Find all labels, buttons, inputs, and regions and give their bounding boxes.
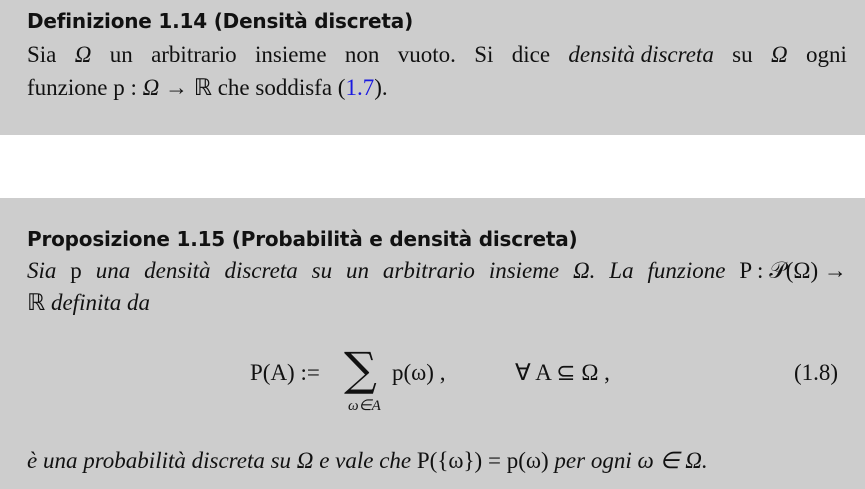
equation-lhs: P(A) := [250, 360, 320, 385]
definition-line-2 [27, 75, 847, 101]
word: una [95, 258, 131, 283]
word: un [109, 42, 133, 67]
word: Ω. [573, 258, 596, 283]
proposition-final-line [27, 448, 847, 474]
definition-line-1 [27, 42, 847, 68]
word: densità [144, 258, 211, 283]
reals-symbol: ℝ [27, 290, 46, 315]
word: dice [511, 42, 551, 67]
word: Si [474, 42, 494, 67]
summand: p(ω) , [392, 360, 446, 385]
word: vuoto. [397, 42, 456, 67]
omega-symbol: Ω [74, 42, 92, 67]
proposition-box [0, 198, 865, 489]
word: insieme [488, 258, 560, 283]
word: Sia [27, 42, 57, 67]
proposition-line-1 [27, 258, 847, 284]
word: funzione [647, 258, 726, 283]
word: su [311, 258, 333, 283]
word: un [345, 258, 369, 283]
text: definita da [45, 290, 150, 315]
equation-number: (1.8) [794, 360, 839, 385]
word: arbitrario [382, 258, 475, 283]
proposition-line-2 [27, 290, 847, 316]
word: su [732, 42, 753, 67]
equation-reference-link[interactable]: 1.7 [345, 75, 375, 100]
word: non [344, 42, 380, 67]
quantifier: ∀ A ⊆ Ω , [515, 360, 610, 385]
emphasized-term: densità discreta [568, 42, 714, 67]
definition-heading: Definizione 1.14 (Densità discreta) [27, 9, 414, 33]
text: funzione p : [27, 75, 143, 100]
function-signature: P : 𝒫(Ω) → [739, 258, 847, 283]
text: ). [374, 75, 388, 100]
word: ogni [805, 42, 847, 67]
word: La [609, 258, 634, 283]
summation-subscript: ω∈A [348, 398, 381, 414]
word: insieme [254, 42, 327, 67]
density-symbol: p [70, 258, 82, 283]
summation-symbol: ∑ [344, 342, 377, 396]
text: → ℝ che soddisfa ( [159, 75, 346, 100]
omega-symbol: Ω [770, 42, 788, 67]
text: è una probabilità discreta su Ω e vale che [27, 448, 417, 473]
word: Sia [27, 258, 57, 283]
math-expression: P({ω}) = p(ω) [416, 448, 549, 473]
omega-symbol: Ω [142, 75, 160, 100]
definition-box [0, 0, 865, 135]
display-equation [0, 342, 865, 428]
word: arbitrario [151, 42, 237, 67]
word: discreta [224, 258, 298, 283]
text: per ogni ω ∈ Ω. [548, 448, 708, 473]
proposition-heading: Proposizione 1.15 (Probabilità e densità discreta) [27, 227, 578, 251]
